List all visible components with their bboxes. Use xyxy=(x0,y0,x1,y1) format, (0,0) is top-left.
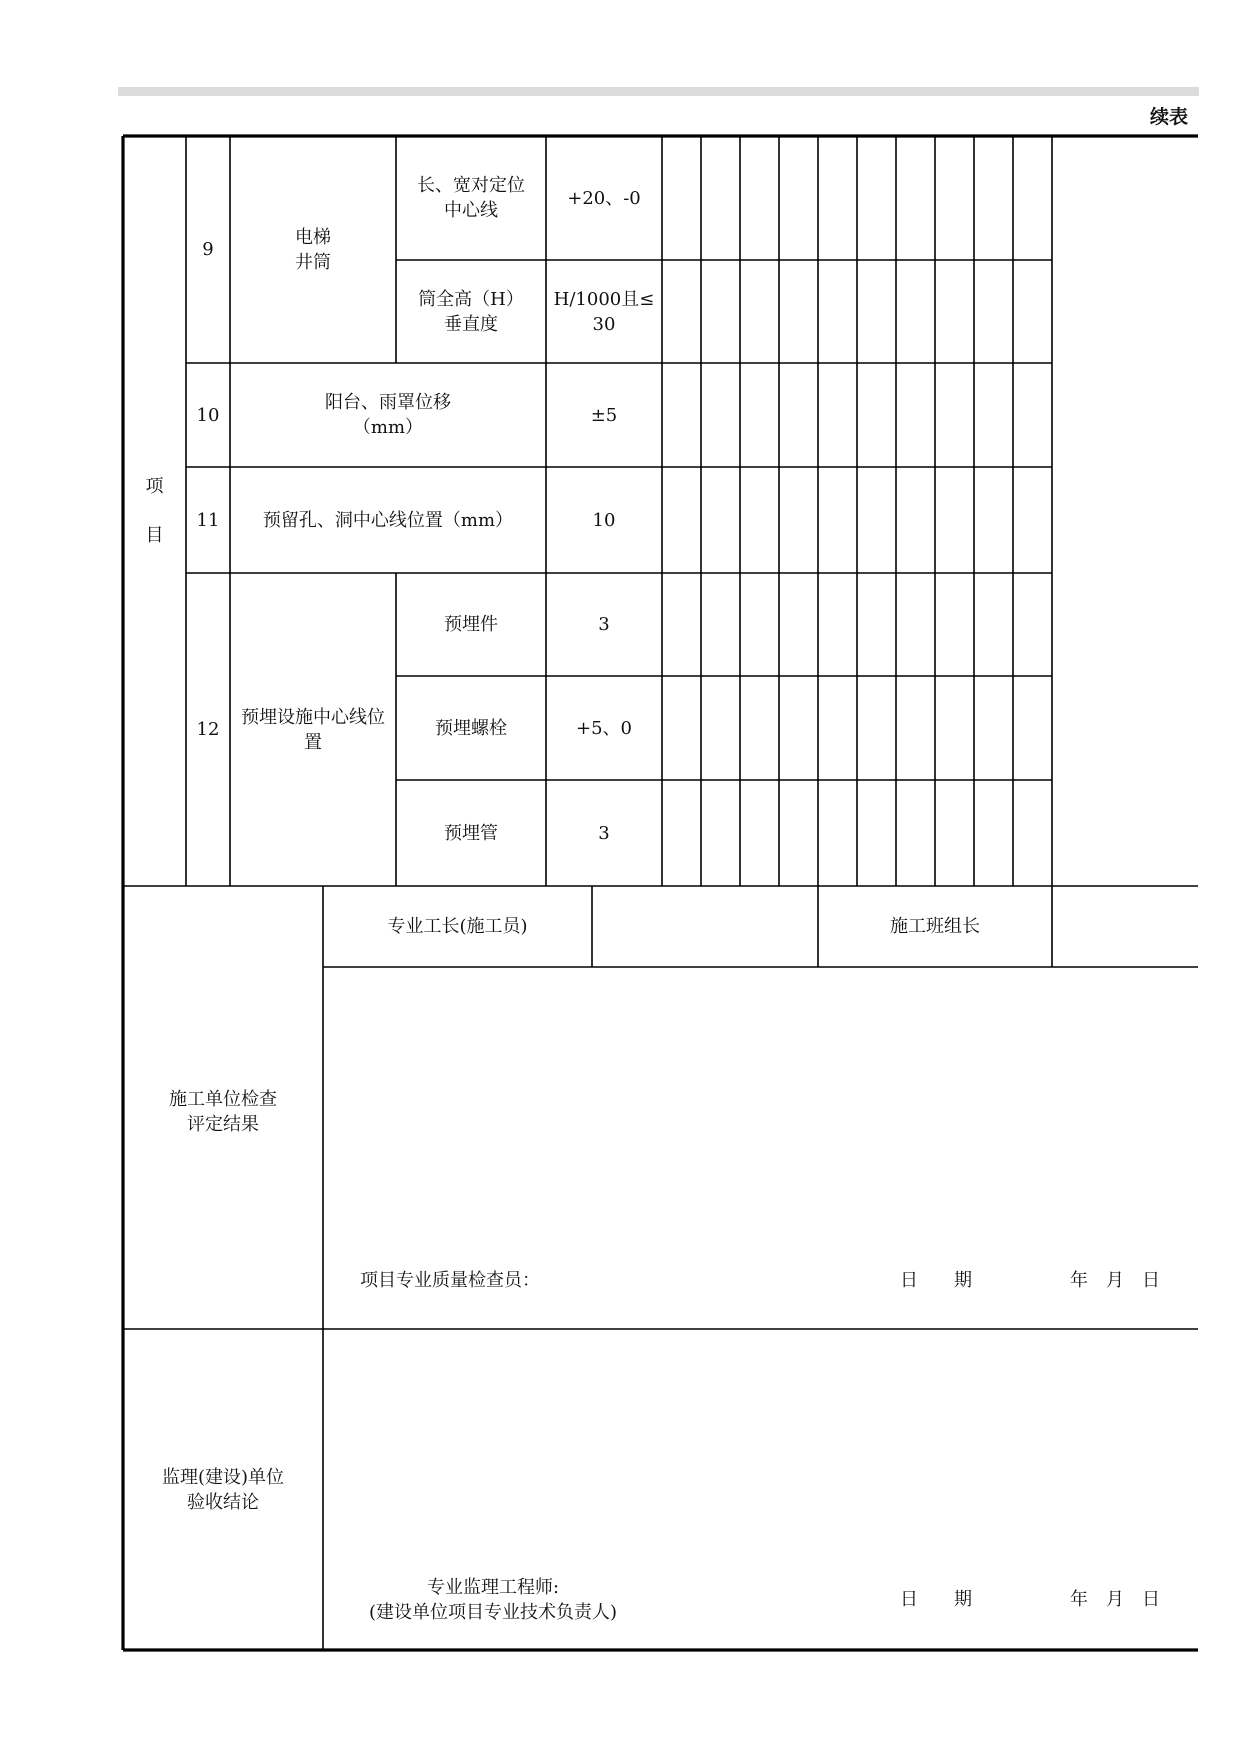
sub-item-embedded-part: 预埋件 xyxy=(444,614,498,635)
tolerance-verticality: H/1000且≤ 30 xyxy=(553,288,655,335)
row-number-11: 11 xyxy=(196,509,220,531)
supervision-conclusion-label: 监理(建设)单位 验收结论 xyxy=(161,1466,285,1513)
tolerance-reserved-hole: 10 xyxy=(592,509,616,531)
sub-item-embedded-bolt: 预埋螺栓 xyxy=(435,717,507,739)
quality-inspector-label: 项目专业质量检查员： xyxy=(360,1269,540,1291)
team-leader-value[interactable] xyxy=(1052,886,1198,967)
tolerance-length-width: +20、-0 xyxy=(567,187,641,209)
construction-date-label: 日 期 xyxy=(900,1269,972,1291)
supervision-engineer-label: 专业监理工程师: (建设单位项目专业技术负责人) xyxy=(368,1577,618,1623)
row-number-12: 12 xyxy=(196,719,220,740)
tolerance-embedded-part: 3 xyxy=(598,614,610,635)
row-number-9: 9 xyxy=(202,239,214,260)
sub-item-length-width: 长、宽对定位 中心线 xyxy=(417,175,525,221)
side-label-item: 项 目 xyxy=(145,476,164,546)
foreman-label: 专业工长(施工员) xyxy=(387,916,528,937)
item-embedded-facility: 预埋设施中心线位 置 xyxy=(241,706,385,753)
item-elevator-shaft: 电梯 井筒 xyxy=(295,226,331,273)
tolerance-balcony: ±5 xyxy=(590,404,618,426)
supervision-date-value: 年 月 日 xyxy=(1070,1588,1160,1610)
sub-item-verticality: 筒全高（H） 垂直度 xyxy=(418,288,524,335)
supervision-date-label: 日 期 xyxy=(900,1588,972,1610)
construction-date-value: 年 月 日 xyxy=(1070,1269,1160,1291)
team-leader-label: 施工班组长 xyxy=(890,916,980,937)
continued-table-label: 续表 xyxy=(1150,106,1189,128)
tolerance-embedded-bolt: +5、0 xyxy=(576,717,632,739)
foreman-value[interactable] xyxy=(592,886,818,967)
row-number-10: 10 xyxy=(196,404,220,426)
tolerance-embedded-pipe: 3 xyxy=(598,822,610,844)
construction-check-label: 施工单位检查 评定结果 xyxy=(169,1089,277,1135)
item-reserved-hole: 预留孔、洞中心线位置（mm） xyxy=(262,509,514,531)
item-balcony-displacement: 阳台、雨罩位移 （mm） xyxy=(325,392,451,438)
sub-item-embedded-pipe: 预埋管 xyxy=(444,822,498,844)
